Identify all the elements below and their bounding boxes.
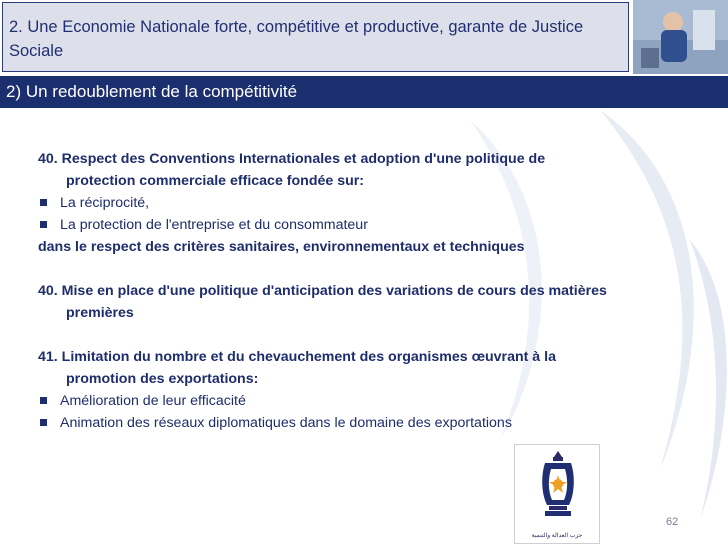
bullet-square-icon xyxy=(40,397,47,404)
item-40b-heading-cont: premières xyxy=(66,305,134,321)
slide-content xyxy=(38,148,688,434)
bullet-text: Amélioration de leur efficacité xyxy=(60,393,246,409)
list-item xyxy=(38,192,688,214)
item-41-heading-cont: promotion des exportations: xyxy=(66,371,259,387)
item-40a-heading-cont: protection commerciale efficace fondée sur: xyxy=(66,173,365,189)
list-item xyxy=(38,412,688,434)
bullet-square-icon xyxy=(40,419,47,426)
list-item xyxy=(38,214,688,236)
bullet-text: La protection de l'entreprise et du consommateur xyxy=(60,217,368,233)
bullet-text: La réciprocité, xyxy=(60,195,150,211)
subtitle-bar xyxy=(0,76,728,108)
item-41-heading: 41. Limitation du nombre et du chevauchement des organismes œuvrant à la xyxy=(38,349,556,365)
page-number: 62 xyxy=(666,516,679,528)
bullet-square-icon xyxy=(40,199,47,206)
header-photo xyxy=(633,0,728,74)
item-40a-heading: 40. Respect des Conventions Internationales et adoption d'une politique de xyxy=(38,151,546,167)
slide-title: 2. Une Economie Nationale forte, compétitive et productive, garante de Justice Sociale xyxy=(9,18,584,60)
list-item xyxy=(38,390,688,412)
logo-caption: حزب العدالة والتنمية xyxy=(531,533,583,539)
item-40b-heading: 40. Mise en place d'une politique d'anticipation des variations de cours des matières xyxy=(38,283,607,299)
title-box xyxy=(2,2,629,72)
bullet-text: Animation des réseaux diplomatiques dans le domaine des exportations xyxy=(60,415,512,431)
bullet-square-icon xyxy=(40,221,47,228)
slide-subtitle: 2) Un redoublement de la compétitivité xyxy=(6,82,298,101)
party-logo xyxy=(514,444,600,544)
lantern-icon xyxy=(515,445,601,523)
item-40a-tail: dans le respect des critères sanitaires, environnementaux et techniques xyxy=(38,239,525,255)
